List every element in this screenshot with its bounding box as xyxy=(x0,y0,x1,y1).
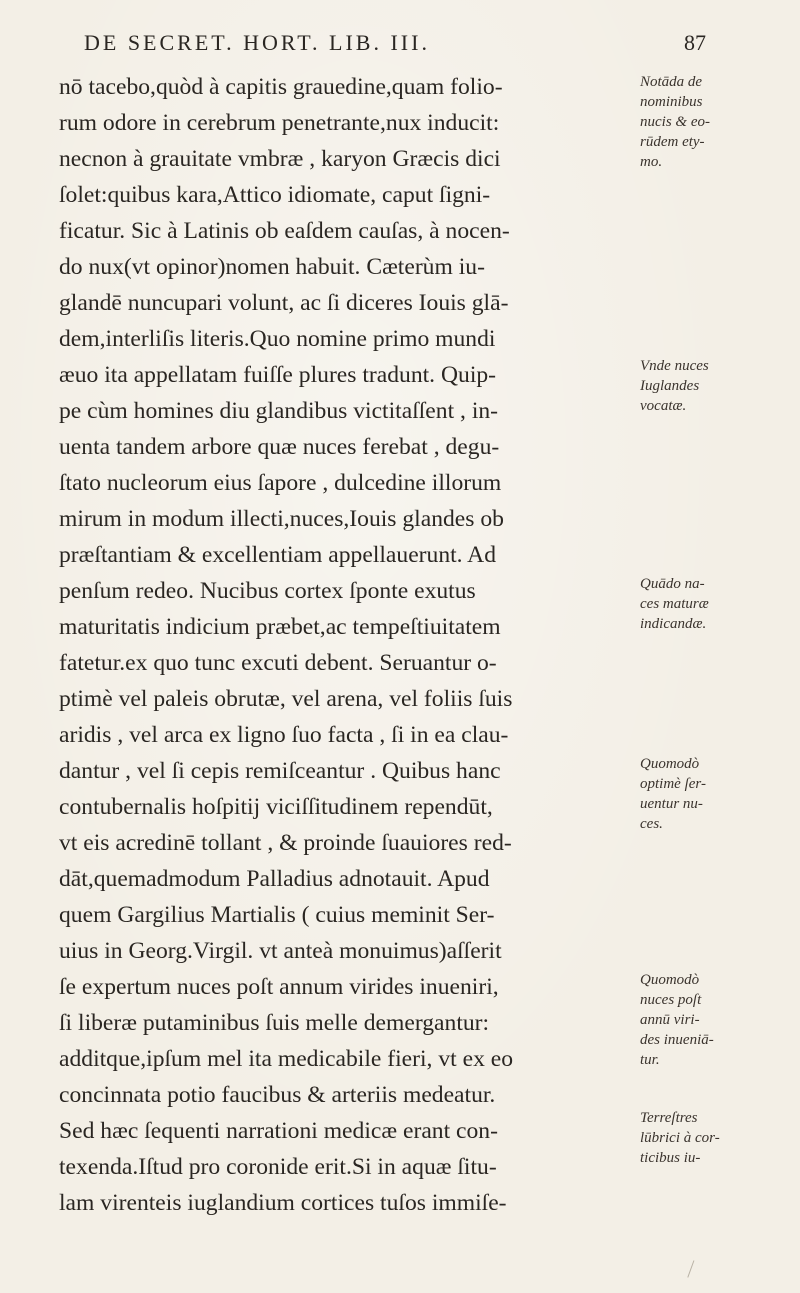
margin-note-line: Quomodò xyxy=(640,756,700,772)
margin-note-line: Terreſtres xyxy=(640,1110,698,1126)
margin-note-line: nuces poſt xyxy=(640,992,702,1008)
margin-note-line: lūbrici à cor- xyxy=(640,1130,720,1146)
page-number: 87 xyxy=(684,30,706,55)
margin-note-line: ces maturæ xyxy=(640,596,709,612)
text-line: maturitatis indicium præbet,ac tempeſtiuitatem xyxy=(59,614,501,640)
margin-note-line: des inueniā- xyxy=(640,1032,714,1048)
margin-note-line: Quādo na- xyxy=(640,576,705,592)
text-line: quem Gargilius Martialis ( cuius meminit Ser- xyxy=(59,902,495,928)
text-line: additque,ipſum mel ita medicabile fieri, vt ex eo xyxy=(59,1046,514,1072)
text-line: texenda.Iſtud pro coronide erit.Si in aquæ ſitu- xyxy=(59,1154,497,1180)
margin-note-line: uentur nu- xyxy=(640,796,703,812)
text-line: fatetur.ex quo tunc excuti debent. Seruantur o- xyxy=(59,650,497,676)
text-line: ſtato nucleorum eius ſapore , dulcedine illorum xyxy=(59,470,502,496)
marginal-notes xyxy=(640,0,790,1293)
text-line: præſtantiam & excellentiam appellauerunt. Ad xyxy=(59,542,497,568)
margin-note-line: Quomodò xyxy=(640,972,700,988)
running-title: DE SECRET. HORT. LIB. III. xyxy=(84,30,430,55)
text-line: ſe expertum nuces poſt annum virides inueniri, xyxy=(59,974,499,1000)
text-line: pe cùm homines diu glandibus victitaſſent , in- xyxy=(59,398,499,424)
text-line: ptimè vel paleis obrutæ, vel arena, vel foliis ſuis xyxy=(59,686,513,712)
text-line: ſi liberæ putaminibus ſuis melle demergantur: xyxy=(59,1010,490,1036)
text-line: contubernalis hoſpitij viciſſitudinem rependūt, xyxy=(59,794,493,820)
text-line: aridis , vel arca ex ligno ſuo facta , ſi in ea clau- xyxy=(59,722,509,748)
text-line: uius in Georg.Virgil. vt anteà monuimus)aſſerit xyxy=(59,938,502,964)
margin-note-line: tur. xyxy=(640,1052,660,1068)
text-line: ſolet:quibus kara,Attico idiomate, caput ſigni- xyxy=(59,182,491,208)
text-line: Sed hæc ſequenti narrationi medicæ erant con- xyxy=(59,1118,498,1144)
margin-note-line: mo. xyxy=(640,154,663,170)
text-line: rum odore in cerebrum penetrante,nux inducit: xyxy=(59,110,500,136)
margin-note-line: indicandæ. xyxy=(640,616,707,632)
text-line: æuo ita appellatam fuiſſe plures tradunt. Quip- xyxy=(59,362,497,388)
text-line: ficatur. Sic à Latinis ob eaſdem cauſas, à nocen- xyxy=(59,218,510,244)
text-line: glandē nuncupari volunt, ac ſi diceres Iouis glā- xyxy=(59,290,509,316)
text-line: mirum in modum illecti,nuces,Iouis glandes ob xyxy=(59,506,504,532)
text-line: concinnata potio faucibus & arteriis medeatur. xyxy=(59,1082,496,1108)
text-line: penſum redeo. Nucibus cortex ſponte exutus xyxy=(59,578,476,604)
margin-note-line: nominibus xyxy=(640,94,703,110)
text-line: necnon à grauitate vmbræ , karyon Græcis dici xyxy=(59,146,501,172)
margin-note-line: vocatæ. xyxy=(640,398,687,414)
margin-note-line: Vnde nuces xyxy=(640,358,709,374)
margin-note-line: ces. xyxy=(640,816,663,832)
text-line: dem,interliſis literis.Quo nomine primo mundi xyxy=(59,326,496,352)
text-line: do nux(vt opinor)nomen habuit. Cæterùm iu- xyxy=(59,254,485,280)
text-line: lam virenteis iuglandium cortices tuſos immiſe- xyxy=(59,1190,507,1216)
margin-note-line: optimè ſer- xyxy=(640,776,706,792)
text-line: uenta tandem arbore quæ nuces ferebat , degu- xyxy=(59,434,500,460)
margin-note-line: Notāda de xyxy=(640,74,703,90)
margin-note-line: Iuglandes xyxy=(640,378,700,394)
margin-note-line: annū viri- xyxy=(640,1012,700,1028)
margin-note-line: nucis & eo- xyxy=(640,114,710,130)
running-head xyxy=(84,30,706,66)
text-line: dāt,quemadmodum Palladius adnotauit. Apud xyxy=(59,866,490,892)
text-line: nō tacebo,quòd à capitis grauedine,quam folio- xyxy=(59,74,503,100)
text-line: vt eis acredinē tollant , & proinde ſuauiores red- xyxy=(59,830,512,856)
margin-note-line: ticibus iu- xyxy=(640,1150,701,1166)
margin-note-line: rūdem ety- xyxy=(640,134,705,150)
text-line: dantur , vel ſi cepis remiſceantur . Quibus hanc xyxy=(59,758,501,784)
